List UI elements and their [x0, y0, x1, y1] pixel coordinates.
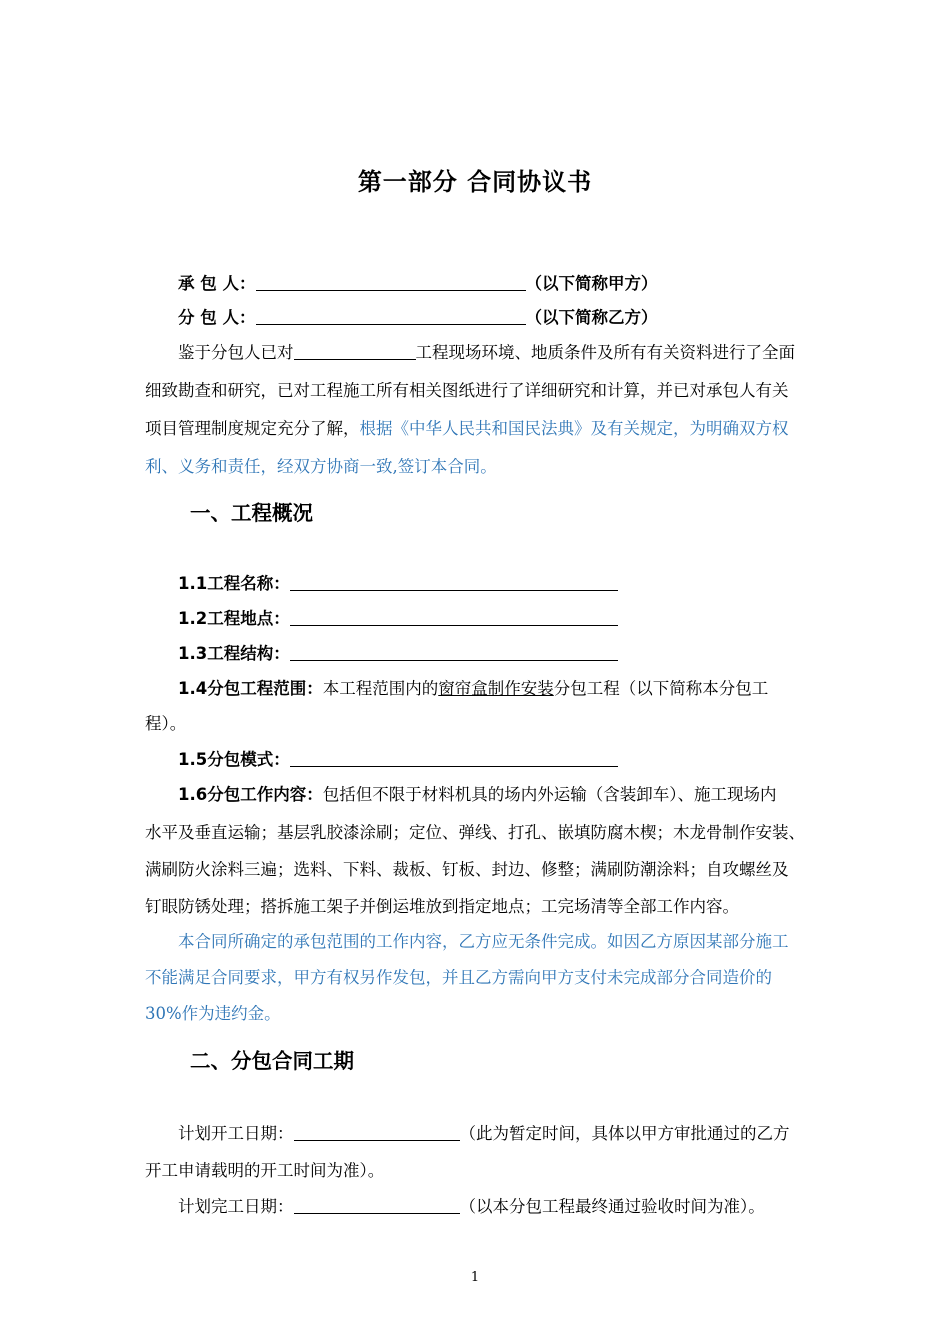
project-name-label: 1.1工程名称： — [178, 574, 290, 593]
content-text: 包括但不限于材料机具的场内外运输（含装卸车）、施工现场内 — [322, 785, 777, 804]
content-line-3: 满刷防火涂料三遍；选料、下料、裁板、钉板、封边、修整；满刷防潮涂料；自攻螺丝及 — [145, 860, 789, 879]
start-date-line — [178, 1122, 858, 1146]
note-line-1: 本合同所确定的承包范围的工作内容，乙方应无条件完成。如因乙方原因某部分施工 — [178, 932, 789, 951]
section-heading-overview: 一、工程概况 — [190, 501, 313, 525]
project-structure-label: 1.3工程结构： — [178, 644, 290, 663]
mode-blank[interactable] — [290, 750, 618, 767]
start-date-note: （此为暂定时间，具体以甲方审批通过的乙方 — [459, 1124, 790, 1143]
intro-text: 项目管理制度规定充分了解， — [145, 419, 360, 438]
project-blank[interactable] — [294, 343, 416, 360]
contractor-blank[interactable] — [256, 274, 526, 291]
start-date-label: 计划开工日期： — [178, 1124, 294, 1143]
subcontractor-label: 分 包 人： — [178, 308, 256, 327]
project-site-line — [178, 607, 858, 631]
scope-label: 1.4分包工程范围： — [178, 679, 323, 698]
content-line-2: 水平及垂直运输；基层乳胶漆涂刷；定位、弹线、打孔、嵌填防腐木楔；木龙骨制作安装、 — [145, 823, 805, 842]
subcontractor-blank[interactable] — [256, 308, 526, 325]
project-name-line — [178, 572, 858, 596]
subcontractor-suffix: （以下简称乙方） — [525, 308, 658, 327]
mode-label: 1.5分包模式： — [178, 750, 290, 769]
content-label: 1.6分包工作内容： — [178, 785, 323, 804]
project-name-blank[interactable] — [290, 574, 618, 591]
page-number: 1 — [470, 1270, 480, 1285]
project-structure-line — [178, 642, 858, 666]
page-title: 第一部分 合同协议书 — [357, 168, 593, 196]
intro-highlight: 根据《中华人民共和国民法典》及有关规定，为明确双方权 — [359, 419, 789, 438]
start-date-blank[interactable] — [294, 1124, 460, 1141]
subcontractor-line — [178, 306, 858, 330]
note-line-2: 不能满足合同要求，甲方有权另作发包，并且乙方需向甲方支付未完成部分合同造价的 — [145, 968, 772, 987]
scope-line-cont: 程）。 — [145, 714, 187, 733]
intro-text: 鉴于分包人已对 — [178, 343, 294, 362]
end-date-label: 计划完工日期： — [178, 1197, 294, 1216]
intro-line-1 — [178, 341, 858, 365]
project-site-label: 1.2工程地点： — [178, 609, 290, 628]
scope-underlined: 窗帘盒制作安装 — [438, 679, 554, 698]
scope-line — [178, 677, 858, 701]
end-date-blank[interactable] — [294, 1197, 460, 1214]
intro-line-2: 细致勘查和研究，已对工程施工所有相关图纸进行了详细研究和计算，并已对承包人有关 — [145, 381, 789, 400]
section-heading-schedule: 二、分包合同工期 — [190, 1049, 354, 1073]
intro-line-3 — [145, 417, 825, 441]
start-date-cont: 开工申请载明的开工时间为准）。 — [145, 1161, 385, 1180]
intro-text: 工程现场环境、地质条件及所有有关资料进行了全面 — [415, 343, 795, 362]
project-site-blank[interactable] — [290, 609, 618, 626]
project-structure-blank[interactable] — [290, 644, 618, 661]
end-date-note: （以本分包工程最终通过验收时间为准）。 — [459, 1197, 765, 1216]
contractor-label: 承 包 人： — [178, 274, 256, 293]
contractor-suffix: （以下简称甲方） — [525, 274, 658, 293]
note-line-3: 30%作为违约金。 — [145, 1004, 281, 1023]
intro-line-4: 利、义务和责任，经双方协商一致,签订本合同。 — [145, 457, 497, 476]
scope-text: 本工程范围内的 — [322, 679, 439, 698]
mode-line — [178, 748, 858, 772]
scope-text: 分包工程（以下简称本分包工 — [553, 679, 769, 698]
content-line-1 — [178, 783, 858, 807]
contractor-line — [178, 272, 858, 296]
end-date-line — [178, 1195, 858, 1219]
content-line-4: 钉眼防锈处理；搭拆施工架子并倒运堆放到指定地点；工完场清等全部工作内容。 — [145, 897, 739, 916]
